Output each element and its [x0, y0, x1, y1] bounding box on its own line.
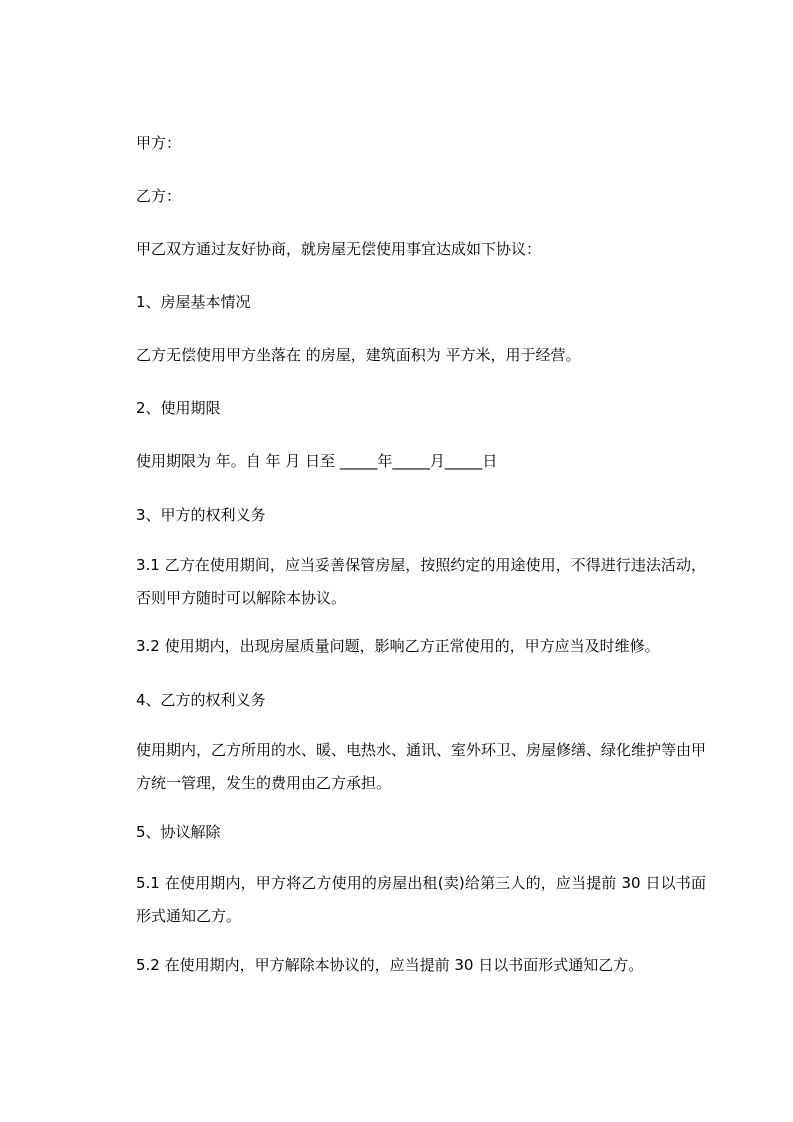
section-4-heading: 4、乙方的权利义务 — [136, 691, 266, 709]
section-2-heading: 2、使用期限 — [136, 399, 221, 417]
party-b-label: 乙方： — [136, 187, 182, 205]
section-1-text: 乙方无偿使用甲方坐落在 的房屋，建筑面积为 平方米，用于经营。 — [136, 346, 581, 364]
intro-text: 甲乙双方通过友好协商，就房屋无偿使用事宜达成如下协议： — [136, 240, 542, 258]
party-a-label: 甲方： — [136, 134, 182, 152]
section-3-clause-1: 3.1 乙方在使用期间，应当妥善保管房屋，按照约定的用途使用，不得进行违法活动，否则甲方随时可以解除本协议。 — [136, 556, 706, 607]
section-5-clause-1: 5.1 在使用期内，甲方将乙方使用的房屋出租(卖)给第三人的，应当提前 30 日以书面形式通知乙方。 — [136, 874, 706, 925]
section-3-clause-2: 3.2 使用期内，出现房屋质量问题，影响乙方正常使用的，甲方应当及时维修。 — [136, 637, 660, 655]
section-3-heading: 3、甲方的权利义务 — [136, 506, 266, 524]
section-4-clause-1: 使用期内，乙方所用的水、暖、电热水、通讯、室外环卫、房屋修缮、绿化维护等由甲方统一管理，发生的费用由乙方承担。 — [136, 741, 707, 792]
section-2-text: 使用期限为 年。自 年 月 日至 _____年_____月_____日 — [136, 452, 498, 470]
section-5-heading: 5、协议解除 — [136, 823, 221, 841]
section-5-clause-2: 5.2 在使用期内，甲方解除本协议的，应当提前 30 日以书面形式通知乙方。 — [136, 956, 644, 974]
section-1-heading: 1、房屋基本情况 — [136, 293, 251, 311]
